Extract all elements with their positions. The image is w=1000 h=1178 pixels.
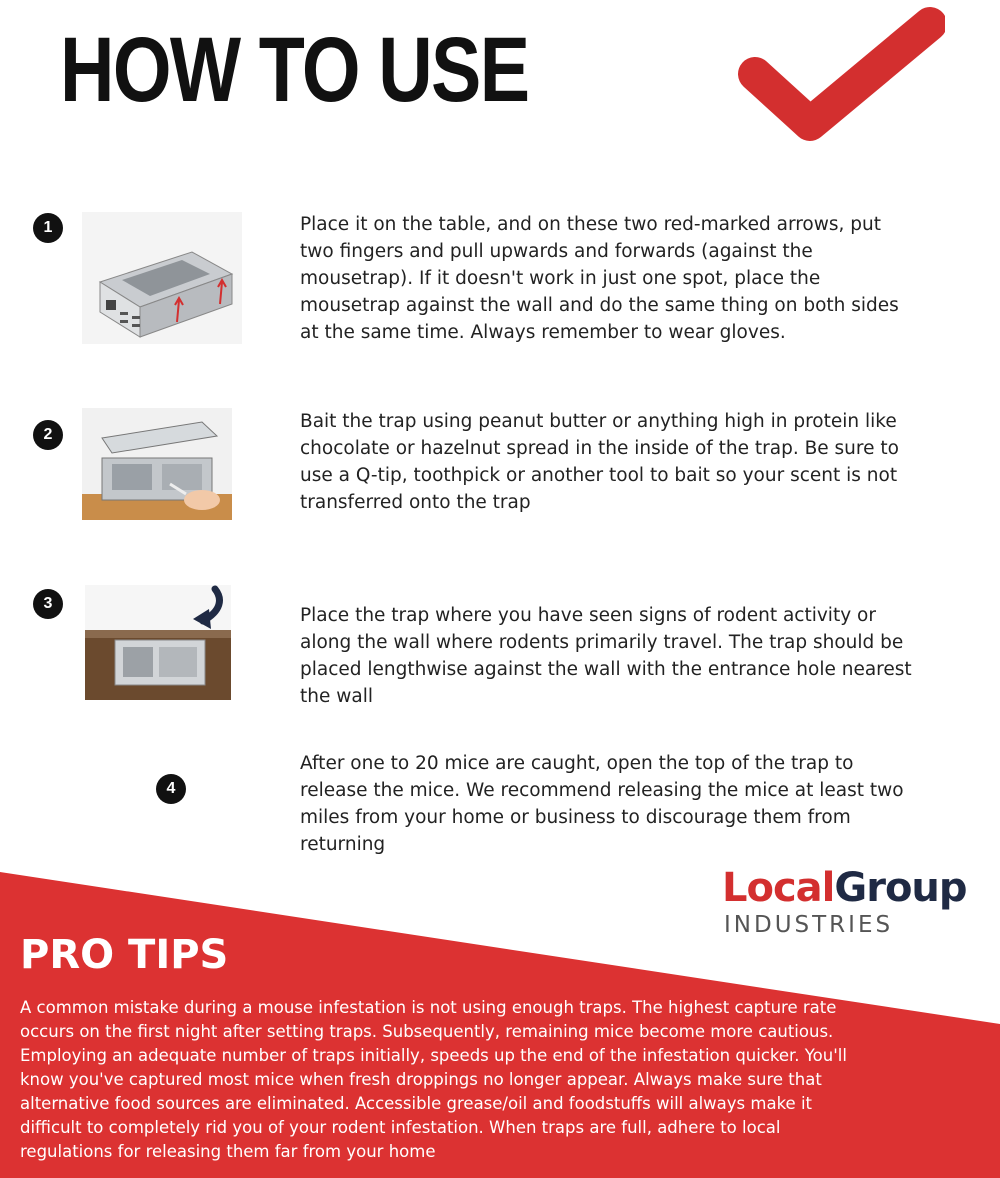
pro-tips-text: A common mistake during a mouse infestation is not using enough traps. The highest capture rate occurs on the first night after setting traps. Subsequently, remaining mice become more cautious. Employing an adequate number of traps initially, speeds up the end of the infestation quicker. You'll know you've captured most mice when fresh droppings no longer appear. Always make sure that alternative food sources are eliminated. Accessible grease/oil and foodstuffs will always make it difficult to completely rid you of your rodent infestation. When traps are full, adhere to local regulations for releasing them far from your home <box>20 998 847 1161</box>
step-2-text: Bait the trap using peanut butter or anything high in protein like chocolate or hazelnut spread in the inside of the trap. Be sure to use a Q-tip, toothpick or another tool to bait so your scent is not transferred onto the trap <box>300 411 899 513</box>
step-3-number: 3 <box>33 589 63 619</box>
step-4-text: After one to 20 mice are caught, open the top of the trap to release the mice. We recommend releasing the mice at least two miles from your home or business to discourage them from returning <box>300 753 904 855</box>
pro-tips-title: PRO TIPS <box>20 932 229 978</box>
logo-subtitle: INDUSTRIES <box>724 912 894 938</box>
step-3-text: Place the trap where you have seen signs of rodent activity or along the wall where rodents primarily travel. The trap should be placed lengthwise against the wall with the entrance hole nearest the wall <box>300 605 912 707</box>
step-1-number: 1 <box>33 213 63 243</box>
logo-wordmark <box>722 865 992 911</box>
step-4-number: 4 <box>156 774 186 804</box>
page-title: HOW TO USE <box>60 19 529 121</box>
logo-group: Group <box>834 865 967 911</box>
step-1-text: Place it on the table, and on these two red-marked arrows, put two fingers and pull upwards and forwards (against the mousetrap). If it doesn't work in just one spot, place the mousetrap against the wall and do the same thing on both sides at the same time. Always remember to wear gloves. <box>300 214 899 343</box>
step-2-number: 2 <box>33 420 63 450</box>
logo-local: Local <box>722 865 835 911</box>
company-logo <box>722 865 992 938</box>
